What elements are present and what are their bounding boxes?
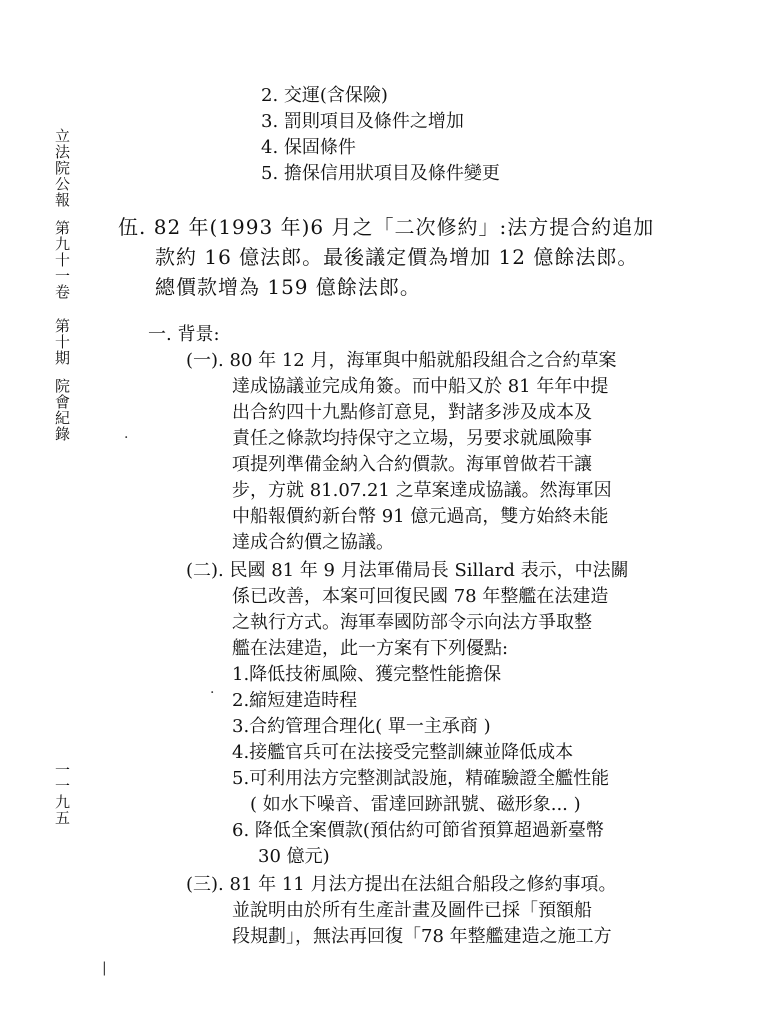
journal-title: 立法院公報 xyxy=(53,128,71,208)
advantage-item: 30 億元) xyxy=(258,846,330,867)
para-one-line: 步，方就 81.07.21 之草案達成協議。然海軍因 xyxy=(232,480,612,501)
para-one-line: (一). 80 年 12 月，海軍與中船就船段組合之合約草案 xyxy=(186,350,617,371)
para-three-line: (三). 81 年 11 月法方提出在法組合船段之修約事項。 xyxy=(186,874,617,895)
list-item: 4. 保固條件 xyxy=(261,137,356,158)
list-item: 2. 交運(含保險) xyxy=(261,85,388,106)
list-item: 5. 擔保信用狀項目及條件變更 xyxy=(261,163,500,184)
para-two-line: 艦在法建造，此一方案有下列優點: xyxy=(232,638,509,659)
volume-label: 第九十一卷 xyxy=(53,220,71,300)
advantage-item: 6. 降低全案價款(預估約可節省預算超過新臺幣 xyxy=(232,820,604,841)
section-five-line: 款約 16 億法郎。最後議定價為增加 12 億餘法郎。 xyxy=(155,245,639,269)
para-two-line: 之執行方式。海軍奉國防部令示向法方爭取整 xyxy=(232,612,592,633)
para-one-line: 出合約四十九點修訂意見，對諸多涉及成本及 xyxy=(232,402,592,423)
background-heading: 一. 背景: xyxy=(148,324,220,345)
issue-label: 第十期 xyxy=(53,318,71,366)
para-one-line: 項提列準備金納入合約價款。海軍曾做若干讓 xyxy=(232,454,592,475)
advantage-item: 2.縮短建造時程 xyxy=(232,690,358,711)
advantage-item: 3.合約管理合理化( 單一主承商 ) xyxy=(232,716,491,737)
advantage-item: ( 如水下噪音、雷達回跡訊號、磁形象... ) xyxy=(250,794,581,815)
para-one-line: 責任之條款均持保守之立場，另要求就風險事 xyxy=(232,428,592,449)
page-number: 一一九五 xyxy=(53,762,71,826)
para-three-line: 段規劃」，無法再回復「78 年整艦建造之施工方 xyxy=(232,926,612,947)
para-one-line: 達成合約價之協議。 xyxy=(232,532,394,553)
advantage-item: 5.可利用法方完整測試設施，精確驗證全艦性能 xyxy=(232,768,610,789)
section-five-line: 伍. 82 年(1993 年)6 月之「二次修約」:法方提合約追加 xyxy=(118,215,655,239)
para-two-line: (二). 民國 81 年 9 月法軍備局長 Sillard 表示，中法關 xyxy=(186,560,629,581)
scan-mark: · xyxy=(124,430,129,446)
para-two-line: 係已改善，本案可回復民國 78 年整艦在法建造 xyxy=(232,586,609,607)
section-five-line: 總價款增為 159 億餘法郎。 xyxy=(155,275,421,299)
para-one-line: 中船報價約新台幣 91 億元過高，雙方始終未能 xyxy=(232,506,609,527)
para-one-line: 達成協議並完成角簽。而中船又於 81 年年中提 xyxy=(232,376,609,397)
section-label: 院會紀錄 xyxy=(53,378,71,442)
scan-mark: | xyxy=(102,960,107,976)
advantage-item: 4.接艦官兵可在法接受完整訓練並降低成本 xyxy=(232,742,574,763)
para-three-line: 並說明由於所有生產計畫及圖件已採「預額船 xyxy=(232,900,592,921)
advantage-item: 1.降低技術風險、獲完整性能擔保 xyxy=(232,664,502,685)
scan-mark: · xyxy=(210,685,215,701)
list-item: 3. 罰則項目及條件之增加 xyxy=(261,111,464,132)
